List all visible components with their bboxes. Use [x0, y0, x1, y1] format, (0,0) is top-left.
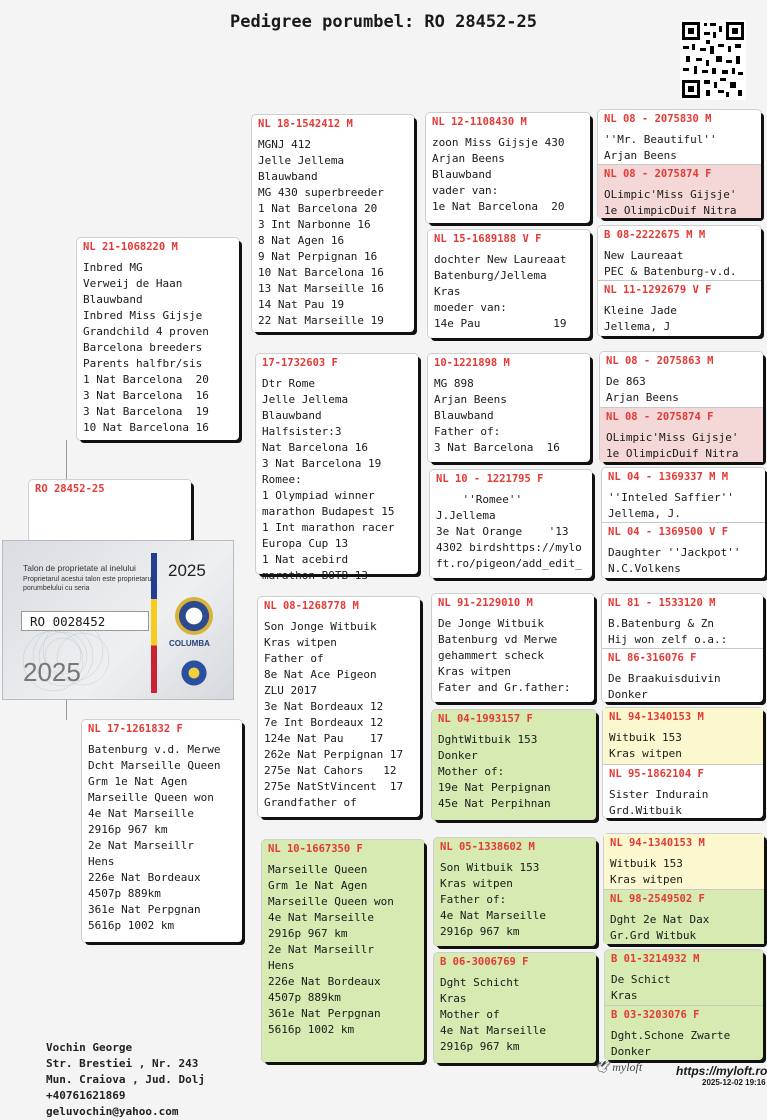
- text-line: Hij won zelf o.a.:: [608, 633, 728, 646]
- text-line: 4e Nat Marseille: [440, 1024, 546, 1037]
- text-line: 14 Nat Pau 19: [258, 298, 345, 311]
- text-line: 45e Nat Perpihnan: [438, 797, 551, 810]
- text-line: Grandfather of: [264, 796, 357, 809]
- text-line: Kras: [440, 992, 467, 1005]
- gen3-lines: [434, 252, 584, 332]
- text-line: moeder van:: [434, 301, 507, 314]
- text-line: Verweij de Haan: [83, 277, 183, 290]
- text-line: ZLU 2017: [264, 684, 317, 697]
- text-line: 5616p 1002 km: [88, 919, 175, 932]
- text-line: Arjan Beens: [432, 152, 505, 165]
- card-brand: COLUMBA: [169, 639, 210, 648]
- text-line: MGNJ 412: [258, 138, 311, 151]
- subject-box[interactable]: [29, 480, 191, 542]
- text-line: Inbred Miss Gijsje: [83, 309, 203, 322]
- gen2-ring: NL 10-1667350 F: [268, 843, 363, 855]
- gen4-ring: NL 98-2549502 F: [610, 893, 705, 905]
- text-line: +40761621869: [46, 1089, 126, 1102]
- ownership-card: [2, 540, 234, 700]
- text-line: N.C.Volkens: [608, 562, 681, 575]
- text-line: 2916p 967 km: [440, 925, 520, 938]
- gen3-box-3[interactable]: [428, 354, 590, 462]
- text-line: Dght Schicht: [440, 976, 520, 989]
- bird-icon: 🕊: [594, 1060, 610, 1074]
- text-line: Dcht Marseille Queen: [88, 759, 221, 772]
- text-line: 1 Olympiad winner: [262, 489, 375, 502]
- text-line: marathon Budapest 15: [262, 505, 395, 518]
- gen3-ring: NL 15-1689188 V F: [434, 233, 542, 245]
- text-line: geluvochin@yahoo.com: [46, 1105, 179, 1118]
- gen2-lines: [258, 137, 408, 329]
- gen4-lines: [608, 490, 759, 522]
- text-line: Batenburg vd Merwe: [438, 633, 558, 646]
- text-line: Jelle Jellema: [258, 154, 345, 167]
- text-line: 1e OlimpicDuif Nitra: [604, 204, 737, 217]
- text-line: Father of:: [440, 893, 507, 906]
- gen3-ring: NL 91-2129010 M: [438, 597, 533, 609]
- text-line: 2916p 967 km: [88, 823, 168, 836]
- text-line: Kras witpen: [610, 873, 683, 886]
- text-line: Grd.Witbuik: [609, 804, 682, 817]
- text-line: 14e Pau 19: [434, 317, 567, 330]
- text-line: Blauwband: [434, 409, 494, 422]
- gen4-lines: [611, 972, 757, 1004]
- text-line: Europa Cup 13: [262, 537, 349, 550]
- gen4-lines: [604, 132, 755, 164]
- text-line: 4302 birdshttps://mylo: [436, 541, 582, 554]
- text-line: Marseille Queen won: [88, 791, 214, 804]
- gen4-lines: [609, 787, 757, 819]
- gen3-ring: NL 12-1108430 M: [432, 116, 527, 128]
- gen4-pair-7[interactable]: [604, 834, 764, 944]
- dam-ring: NL 17-1261832 F: [88, 723, 183, 735]
- text-line: Grm 1e Nat Agen: [88, 775, 188, 788]
- text-line: 2916p 967 km: [440, 1040, 520, 1053]
- gen4-pair-3[interactable]: [600, 352, 763, 462]
- gen4-ring: NL 95-1862104 F: [609, 768, 704, 780]
- subject-ring: RO 28452-25: [35, 483, 105, 495]
- sire-box[interactable]: [77, 238, 239, 440]
- text-line: 4e Nat Marseille: [268, 911, 374, 924]
- card-serial: RO 0028452: [21, 611, 149, 631]
- gen3-lines: [436, 492, 586, 572]
- text-line: Mother of: [440, 1008, 500, 1021]
- gen4-lines: [608, 616, 757, 648]
- gen4-pair-5[interactable]: [602, 594, 763, 702]
- gen4-pair-1[interactable]: [598, 110, 761, 218]
- gen3-ring: NL 10 - 1221795 F: [436, 473, 544, 485]
- text-line: 19e Nat Perpignan: [438, 781, 551, 794]
- text-line: Dtr Rome: [262, 377, 315, 390]
- text-line: Kras witpen: [440, 877, 513, 890]
- gen3-lines: [434, 376, 584, 456]
- text-line: ft.ro/pigeon/add_edit_: [436, 557, 582, 570]
- text-line: 1 Int marathon racer: [262, 521, 395, 534]
- gen2-box-2[interactable]: [256, 354, 418, 582]
- text-line: Nat Barcelona 16: [262, 441, 368, 454]
- gen3-box-7[interactable]: [434, 838, 596, 946]
- gen4-lines: [609, 730, 757, 762]
- gen2-ring: NL 08-1268778 M: [264, 600, 359, 612]
- text-line: 262e Nat Perpignan 17: [264, 748, 404, 761]
- text-line: 361e Nat Perpgnan: [268, 1007, 381, 1020]
- text-line: 124e Nat Pau 17: [264, 732, 384, 745]
- text-line: ''Romee'': [436, 493, 523, 506]
- text-line: 4e Nat Marseille: [88, 807, 194, 820]
- gen3-ring: NL 05-1338602 M: [440, 841, 535, 853]
- gen4-ring: NL 94-1340153 M: [610, 837, 705, 849]
- gen4-ring: NL 08 - 2075874 F: [604, 168, 712, 180]
- text-line: dochter New Laureaat: [434, 253, 567, 266]
- text-line: Daughter ''Jackpot'': [608, 546, 741, 559]
- dam-box[interactable]: [82, 720, 242, 942]
- text-line: 2e Nat Marseillr: [268, 943, 374, 956]
- columba-logo-icon: [175, 597, 213, 635]
- text-line: Batenburg v.d. Merwe: [88, 743, 221, 756]
- text-line: 9 Nat Perpignan 16: [258, 250, 378, 263]
- text-line: Blauwband: [432, 168, 492, 181]
- text-line: Blauwband: [262, 409, 322, 422]
- gen2-lines: [262, 376, 412, 584]
- gen4-lines: [608, 545, 759, 577]
- text-line: 2e Nat Marseillr: [88, 839, 194, 852]
- text-line: Kleine Jade: [604, 304, 677, 317]
- text-line: 1e Nat Barcelona 20: [432, 200, 565, 213]
- gen4-lines: [604, 248, 755, 280]
- gen3-box-4[interactable]: [430, 470, 592, 578]
- gen3-box-6[interactable]: [432, 710, 596, 820]
- gen3-ring: NL 04-1993157 F: [438, 713, 533, 725]
- text-line: 7e Int Bordeaux 12: [264, 716, 384, 729]
- gen3-lines: [440, 860, 590, 940]
- text-line: 5616p 1002 km: [268, 1023, 355, 1036]
- card-year-bottom: 2025: [23, 657, 81, 687]
- text-line: Kras witpen: [438, 665, 511, 678]
- text-line: Fater and Gr.father:: [438, 681, 571, 694]
- gen4-ring: NL 11-1292679 V F: [604, 284, 712, 296]
- gen4-ring: B 01-3214932 M: [611, 953, 700, 965]
- text-line: marathon BOTB 13: [262, 569, 368, 582]
- text-line: ''Mr. Beautiful'': [604, 133, 717, 146]
- text-line: Witbuik 153: [609, 731, 682, 744]
- gen2-box-1[interactable]: [252, 115, 414, 332]
- text-line: MG 430 superbreeder: [258, 186, 384, 199]
- text-line: Romee:: [262, 473, 302, 486]
- text-line: 3e Nat Orange '13: [436, 525, 569, 538]
- text-line: 8e Nat Ace Pigeon: [264, 668, 377, 681]
- text-line: J.Jellema: [436, 509, 496, 522]
- gen3-box-1[interactable]: [426, 113, 590, 223]
- print-date: 2025-12-02 19:16: [702, 1078, 766, 1087]
- text-line: 3 Nat Barcelona 19: [83, 405, 209, 418]
- dam-lines: [88, 742, 236, 934]
- text-line: Mother of:: [438, 765, 505, 778]
- gen4-ring: NL 94-1340153 M: [609, 711, 704, 723]
- text-line: Grm 1e Nat Agen: [268, 879, 368, 892]
- text-line: 275e Nat Cahors 12: [264, 764, 397, 777]
- gen4-ring: NL 04 - 1369500 V F: [608, 526, 729, 538]
- gen4-lines: [608, 671, 757, 703]
- gen4-ring: NL 08 - 2075863 M: [606, 355, 714, 367]
- site-link[interactable]: https://myloft.ro: [676, 1064, 767, 1078]
- sire-ring: NL 21-1068220 M: [83, 241, 178, 253]
- text-line: 4507p 889km: [268, 991, 341, 1004]
- text-line: Marseille Queen won: [268, 895, 394, 908]
- gen4-ring: NL 86-316076 F: [608, 652, 697, 664]
- text-line: De Braakuisduivin: [608, 672, 721, 685]
- gen2-box-4[interactable]: [262, 840, 424, 1062]
- text-line: Halfsister:3: [262, 425, 342, 438]
- text-line: 226e Nat Bordeaux: [88, 871, 201, 884]
- text-line: 4507p 889km: [88, 887, 161, 900]
- text-line: 226e Nat Bordeaux: [268, 975, 381, 988]
- text-line: PEC & Batenburg-v.d.: [604, 265, 737, 278]
- gen3-lines: [438, 732, 590, 812]
- gen2-box-3[interactable]: [258, 597, 420, 817]
- text-line: Witbuik 153: [610, 857, 683, 870]
- text-line: OLimpic'Miss Gijsje': [606, 431, 739, 444]
- text-line: Son Jonge Witbuik: [264, 620, 377, 633]
- gen3-lines: [432, 135, 584, 215]
- gen4-ring: NL 08 - 2075874 F: [606, 411, 714, 423]
- gen4-pair-6[interactable]: [603, 708, 763, 818]
- text-line: Arjan Beens: [606, 391, 679, 404]
- text-line: Gr.Grd Witbuk: [610, 929, 697, 942]
- text-line: Father of:: [434, 425, 501, 438]
- myloft-logo-text: myloft: [612, 1060, 643, 1074]
- owner-info: [46, 1040, 205, 1120]
- text-line: Arjan Beens: [604, 149, 677, 162]
- text-line: Father of: [264, 652, 324, 665]
- gen4-ring: B 08-2222675 M M: [604, 229, 706, 241]
- card-subtitle: Proprietarul acestui talon este proprietarul porumbelului cu seria: [23, 576, 153, 592]
- text-line: Arjan Beens: [434, 393, 507, 406]
- text-line: De Jonge Witbuik: [438, 617, 544, 630]
- text-line: Hens: [268, 959, 295, 972]
- gen4-ring: NL 81 - 1533120 M: [608, 597, 716, 609]
- text-line: Donker: [611, 1045, 651, 1058]
- gen3-box-8[interactable]: [434, 953, 596, 1063]
- text-line: Blauwband: [83, 293, 143, 306]
- text-line: 4e Nat Marseille: [440, 909, 546, 922]
- text-line: Sister Indurain: [609, 788, 709, 801]
- text-line: Donker: [608, 688, 648, 701]
- text-line: 3 Int Narbonne 16: [258, 218, 371, 231]
- gen4-lines: [606, 430, 757, 462]
- text-line: Batenburg/Jellema: [434, 269, 547, 282]
- text-line: Kras witpen: [609, 747, 682, 760]
- text-line: Kras witpen: [264, 636, 337, 649]
- gen4-pair-2[interactable]: [598, 226, 761, 336]
- sire-lines: [83, 260, 233, 436]
- gen4-lines: [604, 303, 755, 335]
- card-year-top: 2025: [168, 561, 206, 580]
- gen2-lines: [268, 862, 418, 1038]
- card-title: Talon de proprietate al inelului: [23, 563, 136, 573]
- gen4-lines: [611, 1028, 757, 1060]
- text-line: De 863: [606, 375, 646, 388]
- gen4-lines: [606, 374, 757, 406]
- text-line: Mun. Craiova , Jud. Dolj: [46, 1073, 205, 1086]
- text-line: Str. Brestiei , Nr. 243: [46, 1057, 199, 1070]
- flag-stripe-icon: [151, 553, 157, 693]
- gen4-ring: NL 08 - 2075830 M: [604, 113, 712, 125]
- text-line: 1e OlimpicDuif Nitra: [606, 447, 739, 460]
- gen4-ring: NL 04 - 1369337 M M: [608, 471, 729, 483]
- text-line: 3 Nat Barcelona 19: [262, 457, 382, 470]
- gen4-lines: [610, 912, 758, 944]
- text-line: 13 Nat Marseille 16: [258, 282, 384, 295]
- text-line: 22 Nat Marseille 19: [258, 314, 384, 327]
- text-line: Jelle Jellema: [262, 393, 349, 406]
- text-line: Kras: [611, 989, 638, 1002]
- text-line: 3e Nat Bordeaux 12: [264, 700, 384, 713]
- text-line: Jellema, J: [604, 320, 671, 333]
- text-line: Inbred MG: [83, 261, 143, 274]
- text-line: 10 Nat Barcelona 16: [83, 421, 209, 434]
- text-line: 3 Nat Barcelona 16: [434, 441, 560, 454]
- qr-code-icon: [680, 20, 746, 100]
- gen3-ring: 10-1221898 M: [434, 357, 510, 369]
- text-line: 8 Nat Agen 16: [258, 234, 345, 247]
- gen4-pair-8[interactable]: [605, 950, 763, 1060]
- text-line: DghtWitbuik 153: [438, 733, 538, 746]
- text-line: Son Witbuik 153: [440, 861, 540, 874]
- text-line: Donker: [438, 749, 478, 762]
- text-line: 1 Nat acebird: [262, 553, 349, 566]
- text-line: gehammert scheck: [438, 649, 544, 662]
- gen4-lines: [610, 856, 758, 888]
- page-title: Pedigree porumbel: RO 28452-25: [229, 12, 538, 32]
- gen3-box-2[interactable]: [428, 230, 590, 338]
- gen4-ring: B 03-3203076 F: [611, 1009, 700, 1021]
- text-line: MG 898: [434, 377, 474, 390]
- text-line: zoon Miss Gijsje 430: [432, 136, 565, 149]
- text-line: B.Batenburg & Zn: [608, 617, 714, 630]
- text-line: 1 Nat Barcelona 20: [258, 202, 378, 215]
- text-line: 275e NatStVincent 17: [264, 780, 404, 793]
- text-line: Barcelona breeders: [83, 341, 203, 354]
- text-line: Blauwband: [258, 170, 318, 183]
- text-line: Marseille Queen: [268, 863, 368, 876]
- text-line: vader van:: [432, 184, 499, 197]
- text-line: Parents halfbr/sis: [83, 357, 203, 370]
- federation-logo-icon: [179, 659, 209, 687]
- text-line: 2916p 967 km: [268, 927, 348, 940]
- text-line: De Schict: [611, 973, 671, 986]
- text-line: 10 Nat Barcelona 16: [258, 266, 384, 279]
- gen2-lines: [264, 619, 414, 811]
- text-line: 1 Nat Barcelona 20: [83, 373, 209, 386]
- text-line: Dght 2e Nat Dax: [610, 913, 710, 926]
- text-line: Kras: [434, 285, 461, 298]
- text-line: New Laureaat: [604, 249, 684, 262]
- text-line: Grandchild 4 proven: [83, 325, 209, 338]
- gen4-pair-4[interactable]: [602, 468, 765, 578]
- gen3-box-5[interactable]: [432, 594, 594, 702]
- gen2-ring: NL 18-1542412 M: [258, 118, 353, 130]
- gen3-lines: [440, 975, 590, 1055]
- text-line: Hens: [88, 855, 115, 868]
- gen3-ring: B 06-3006769 F: [440, 956, 529, 968]
- text-line: Vochin George: [46, 1041, 133, 1054]
- text-line: 361e Nat Perpgnan: [88, 903, 201, 916]
- text-line: 3 Nat Barcelona 16: [83, 389, 209, 402]
- text-line: ''Inteled Saffier'': [608, 491, 734, 504]
- gen2-ring: 17-1732603 F: [262, 357, 338, 369]
- myloft-logo: [594, 1060, 642, 1075]
- text-line: Jellema, J.: [608, 507, 681, 520]
- text-line: OLimpic'Miss Gijsje': [604, 188, 737, 201]
- gen4-lines: [604, 187, 755, 219]
- gen3-lines: [438, 616, 588, 696]
- text-line: Dght.Schone Zwarte: [611, 1029, 731, 1042]
